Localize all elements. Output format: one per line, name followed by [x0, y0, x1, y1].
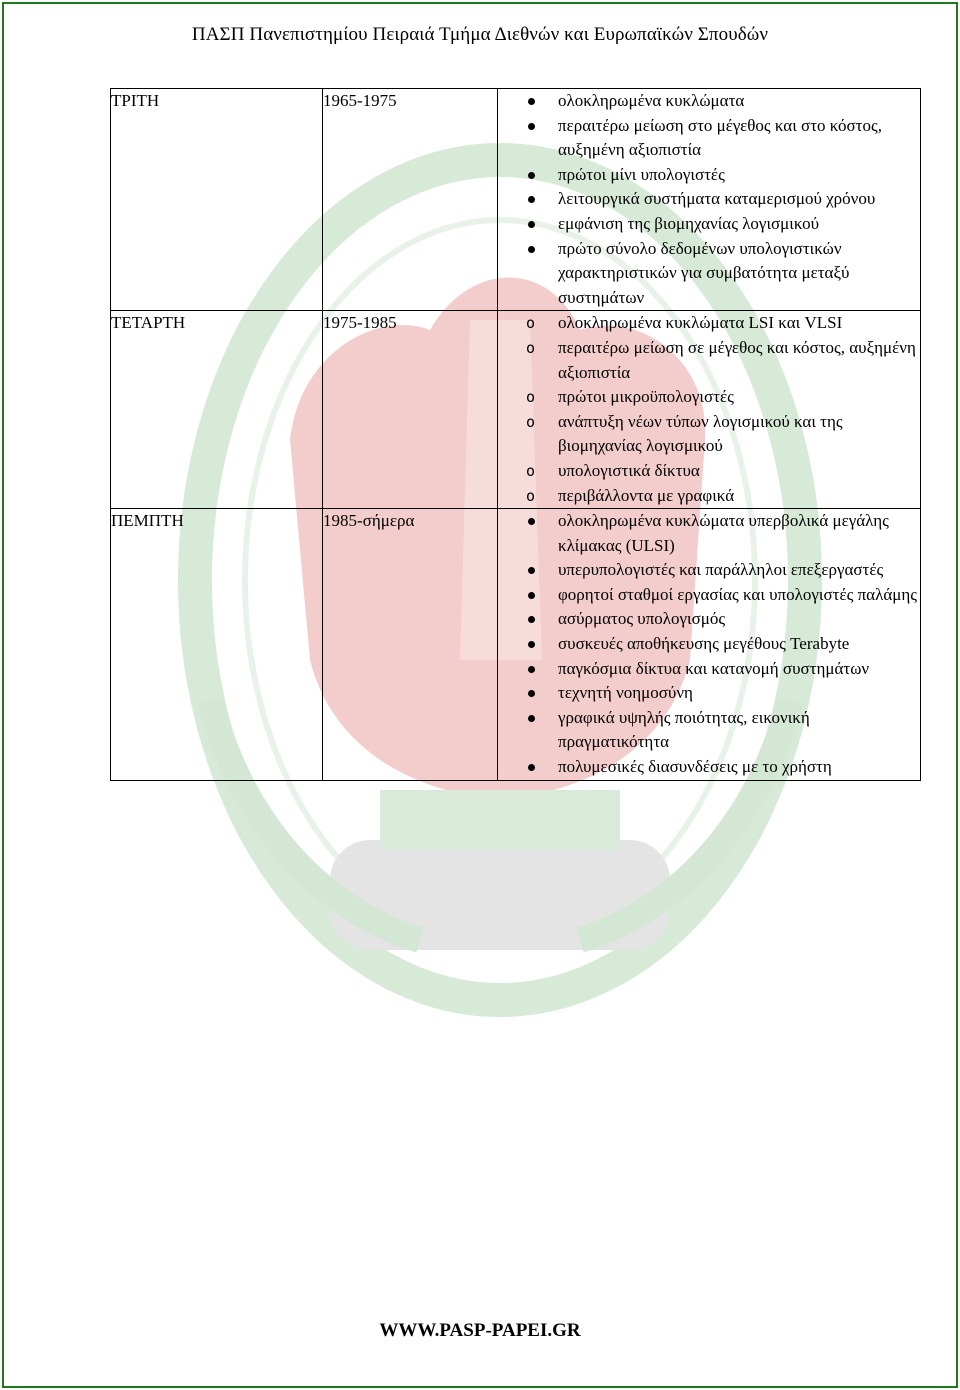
generation-years: 1975-1985	[323, 311, 498, 509]
list-item: πρώτο σύνολο δεδομένων υπολογιστικών χαρακτηριστικών για συμβατότητα μεταξύ συστημάτων	[558, 237, 920, 311]
computer-generations-table	[110, 88, 921, 781]
page-header: ΠΑΣΠ Πανεπιστημίου Πειραιά Τμήμα Διεθνών και Ευρωπαϊκών Σπουδών	[191, 24, 769, 45]
list-item: o ανάπτυξη νέων τύπων λογισμικού και της βιομηχανίας λογισμικού	[558, 410, 920, 459]
list-item: ασύρματος υπολογισμός	[558, 607, 920, 632]
list-item: o περαιτέρω μείωση σε μέγεθος και κόστος, αυξημένη αξιοπιστία	[558, 336, 920, 385]
list-item: ολοκληρωμένα κυκλώματα	[558, 89, 920, 114]
list-item: o πρώτοι μικροϋπολογιστές	[558, 385, 920, 410]
list-item: ολοκληρωμένα κυκλώματα υπερβολικά μεγάλης κλίμακας (ULSI)	[558, 509, 920, 558]
table-row	[111, 89, 921, 311]
list-item: φορητοί σταθμοί εργασίας και υπολογιστές παλάμης	[558, 583, 920, 608]
generation-name: ΤΡΙΤΗ	[111, 89, 323, 311]
features-cell	[498, 311, 921, 509]
list-item: συσκευές αποθήκευσης μεγέθους Terabyte	[558, 632, 920, 657]
list-item: γραφικά υψηλής ποιότητας, εικονική πραγματικότητα	[558, 706, 920, 755]
generation-name: ΠΕΜΠΤΗ	[111, 509, 323, 781]
generation-years: 1985-σήμερα	[323, 509, 498, 781]
features-cell	[498, 89, 921, 311]
list-item: λειτουργικά συστήματα καταμερισμού χρόνου	[558, 187, 920, 212]
features-cell	[498, 509, 921, 781]
list-item: υπερυπολογιστές και παράλληλοι επεξεργαστές	[558, 558, 920, 583]
generation-name: ΤΕΤΑΡΤΗ	[111, 311, 323, 509]
list-item: παγκόσμια δίκτυα και κατανομή συστημάτων	[558, 657, 920, 682]
table-row	[111, 311, 921, 509]
feature-list	[498, 509, 920, 780]
list-item: εμφάνιση της βιομηχανίας λογισμικού	[558, 212, 920, 237]
list-item: o ολοκληρωμένα κυκλώματα LSI και VLSI	[558, 311, 920, 336]
list-item: τεχνητή νοημοσύνη	[558, 681, 920, 706]
list-item: πολυμεσικές διασυνδέσεις με το χρήστη	[558, 755, 920, 780]
feature-list	[498, 89, 920, 310]
list-item: o περιβάλλοντα με γραφικά	[558, 484, 920, 509]
list-item: περαιτέρω μείωση στο μέγεθος και στο κόστος, αυξημένη αξιοπιστία	[558, 114, 920, 163]
feature-list	[498, 311, 920, 508]
generation-years: 1965-1975	[323, 89, 498, 311]
table-row	[111, 509, 921, 781]
footer-url: WWW.PASP-PAPEI.GR	[379, 1320, 581, 1341]
list-item: πρώτοι μίνι υπολογιστές	[558, 163, 920, 188]
list-item: o υπολογιστικά δίκτυα	[558, 459, 920, 484]
